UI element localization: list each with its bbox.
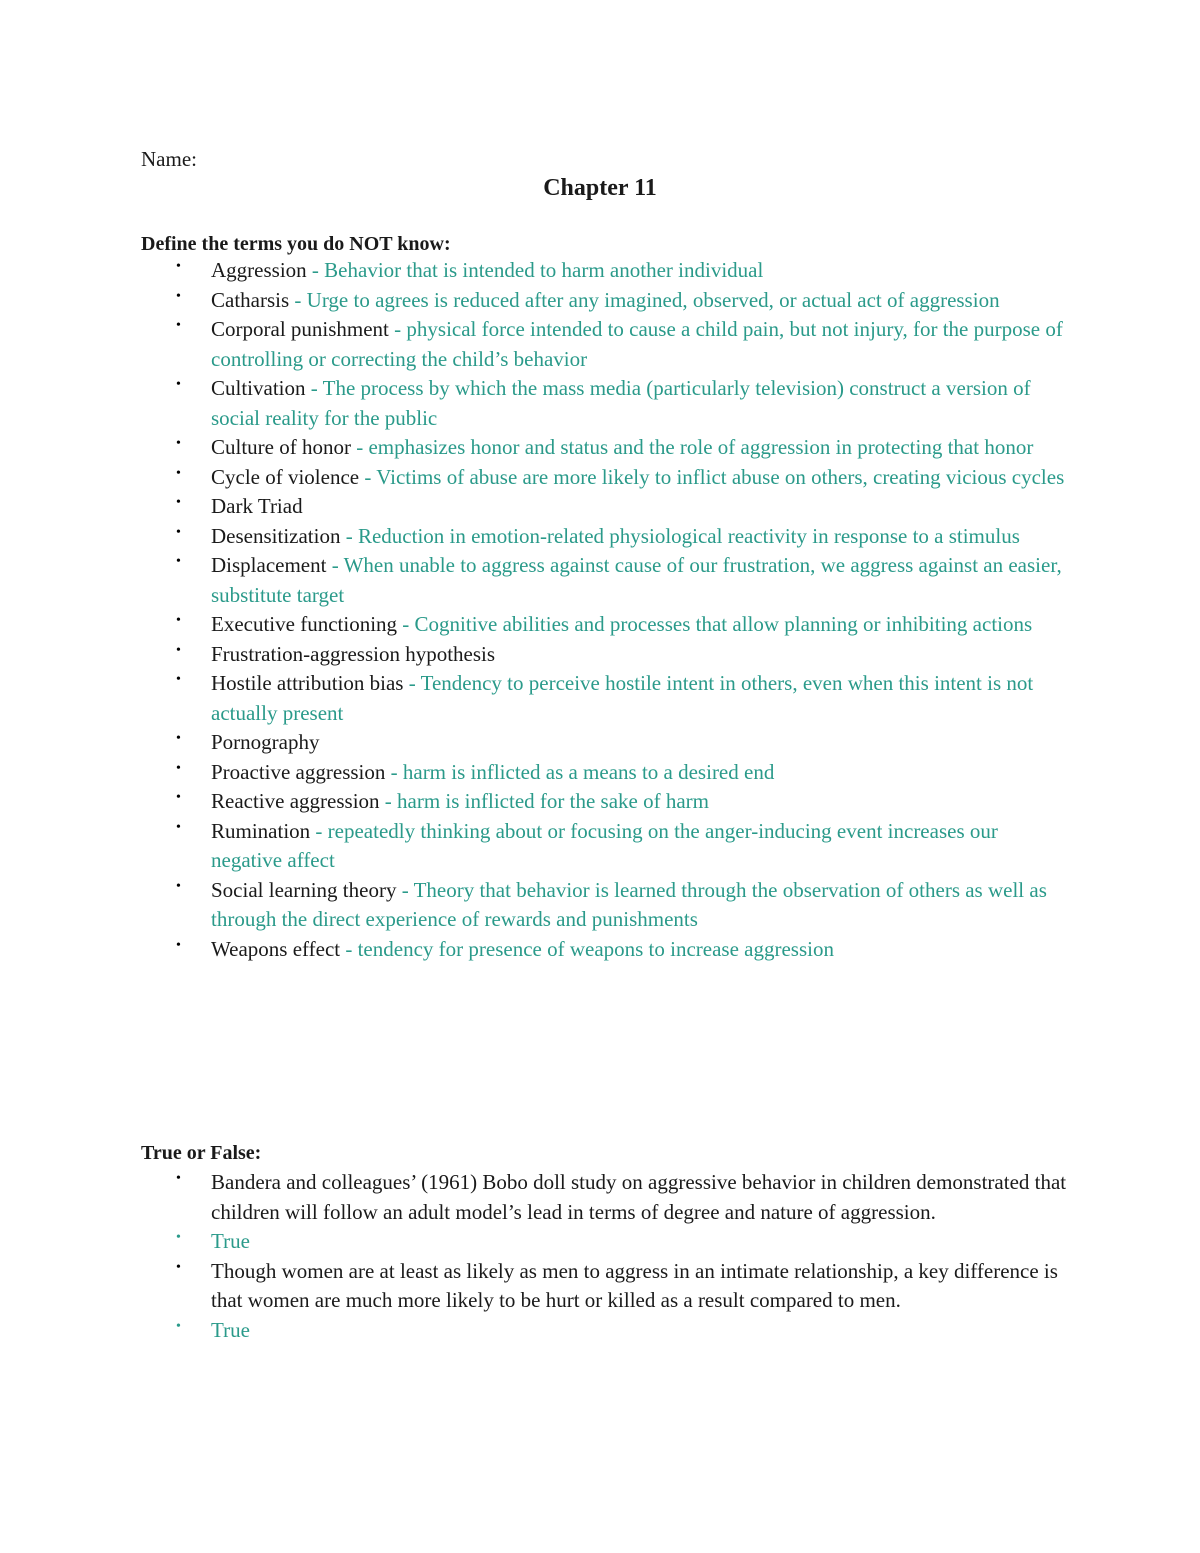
term-definition: - harm is inflicted as a means to a desired end (385, 759, 775, 784)
term-name: Pornography (211, 730, 320, 754)
term-definition: - Theory that behavior is learned through the observation of others as well as through the direct experience of rewards and punishments (211, 877, 1047, 931)
term-name: Catharsis (211, 287, 290, 312)
term-definition: - Tendency to perceive hostile intent in others, even when this intent is not actually present (211, 671, 1034, 725)
list-item (0, 787, 1200, 817)
bullet-dot-icon: • (176, 465, 181, 481)
term-name: Rumination (211, 818, 311, 843)
bullet-dot-icon: • (176, 288, 181, 304)
terms-heading: Define the terms you do NOT know: (141, 233, 451, 255)
term-name: Social learning theory (211, 877, 402, 902)
term-definition: - Cognitive abilities and processes that allow planning or inhibiting actions (397, 612, 1033, 636)
list-item (0, 610, 1200, 640)
term-name: Aggression (211, 258, 307, 282)
term-name: Cycle of violence (211, 464, 360, 489)
term-name: Cultivation (211, 376, 306, 400)
list-item (0, 463, 1200, 493)
list-item (0, 551, 1200, 610)
answer-text: True (211, 1317, 250, 1342)
answer-item (0, 1227, 1200, 1257)
bullet-dot-icon: • (176, 731, 181, 746)
bullet-dot-icon: • (176, 613, 181, 628)
list-item (0, 728, 1200, 758)
bullet-dot-icon: • (176, 642, 181, 658)
bullet-dot-icon: • (176, 377, 181, 392)
list-item (0, 669, 1200, 728)
question-item (0, 1168, 1200, 1227)
true-false-heading: True or False: (141, 1142, 262, 1164)
list-item (0, 256, 1200, 286)
term-name: Displacement (211, 553, 327, 577)
bullet-dot-icon: • (176, 1259, 181, 1275)
term-definition: - repeatedly thinking about or focusing on the anger-inducing event increases our negative affect (211, 818, 998, 872)
term-definition: - Behavior that is intended to harm another individual (306, 258, 764, 282)
term-definition: - tendency for presence of weapons to increase aggression (340, 936, 834, 961)
term-name: Executive functioning (211, 612, 398, 636)
name-label: Name: (141, 147, 197, 171)
term-name: Corporal punishment (211, 317, 389, 341)
bullet-dot-icon: • (176, 1230, 181, 1245)
true-false-list (0, 1168, 1200, 1345)
term-definition: - harm is inflicted for the sake of harm (379, 789, 709, 813)
list-item (0, 876, 1200, 935)
bullet-dot-icon: • (176, 790, 181, 805)
question-text: Though women are at least as likely as men to aggress in an intimate relationship, a key difference is that women are much more likely to be hurt or killed as a result compared to men. (211, 1258, 1058, 1312)
list-item (0, 758, 1200, 788)
bullet-dot-icon: • (176, 937, 181, 953)
question-item (0, 1257, 1200, 1316)
bullet-dot-icon: • (176, 1318, 181, 1334)
term-definition: - When unable to aggress against cause of our frustration, we aggress against an easier, substitute target (211, 553, 1062, 607)
term-definition: - Victims of abuse are more likely to inflict abuse on others, creating vicious cycles (359, 464, 1065, 489)
term-name: Dark Triad (211, 494, 303, 518)
term-name: Hostile attribution bias (211, 671, 404, 695)
terms-list (0, 256, 1200, 964)
bullet-dot-icon: • (176, 495, 181, 510)
bullet-dot-icon: • (176, 760, 181, 776)
list-item (0, 315, 1200, 374)
list-item (0, 492, 1200, 522)
term-name: Frustration-aggression hypothesis (211, 641, 496, 666)
list-item (0, 374, 1200, 433)
question-text: Bandera and colleagues’ (1961) Bobo doll study on aggressive behavior in children demonstrated that children will follow an adult model’s lead in terms of degree and nature of aggression. (211, 1170, 1067, 1224)
bullet-dot-icon: • (176, 524, 181, 540)
term-name: Culture of honor (211, 435, 351, 459)
term-name: Weapons effect (211, 936, 341, 961)
term-name: Proactive aggression (211, 759, 386, 784)
bullet-dot-icon: • (176, 259, 181, 274)
list-item (0, 433, 1200, 463)
bullet-dot-icon: • (176, 819, 181, 835)
list-item (0, 935, 1200, 965)
bullet-dot-icon: • (176, 318, 181, 333)
bullet-dot-icon: • (176, 672, 181, 687)
term-definition: - Urge to agrees is reduced after any imagined, observed, or actual act of aggression (289, 287, 1000, 312)
bullet-dot-icon: • (176, 878, 181, 894)
answer-text: True (211, 1229, 250, 1253)
term-definition: - physical force intended to cause a child pain, but not injury, for the purpose of controlling or correcting the child’s behavior (211, 317, 1063, 371)
term-name: Reactive aggression (211, 789, 380, 813)
term-definition: - Reduction in emotion-related physiological reactivity in response to a stimulus (340, 523, 1020, 548)
term-name: Desensitization (211, 523, 341, 548)
list-item (0, 640, 1200, 670)
term-definition: - emphasizes honor and status and the role of aggression in protecting that honor (350, 435, 1034, 459)
bullet-dot-icon: • (176, 554, 181, 569)
list-item (0, 817, 1200, 876)
term-definition: - The process by which the mass media (particularly television) construct a version of social reality for the public (211, 376, 1031, 430)
page-title: Chapter 11 (543, 175, 657, 201)
answer-item (0, 1316, 1200, 1346)
list-item (0, 286, 1200, 316)
bullet-dot-icon: • (176, 436, 181, 451)
list-item (0, 522, 1200, 552)
bullet-dot-icon: • (176, 1171, 181, 1186)
